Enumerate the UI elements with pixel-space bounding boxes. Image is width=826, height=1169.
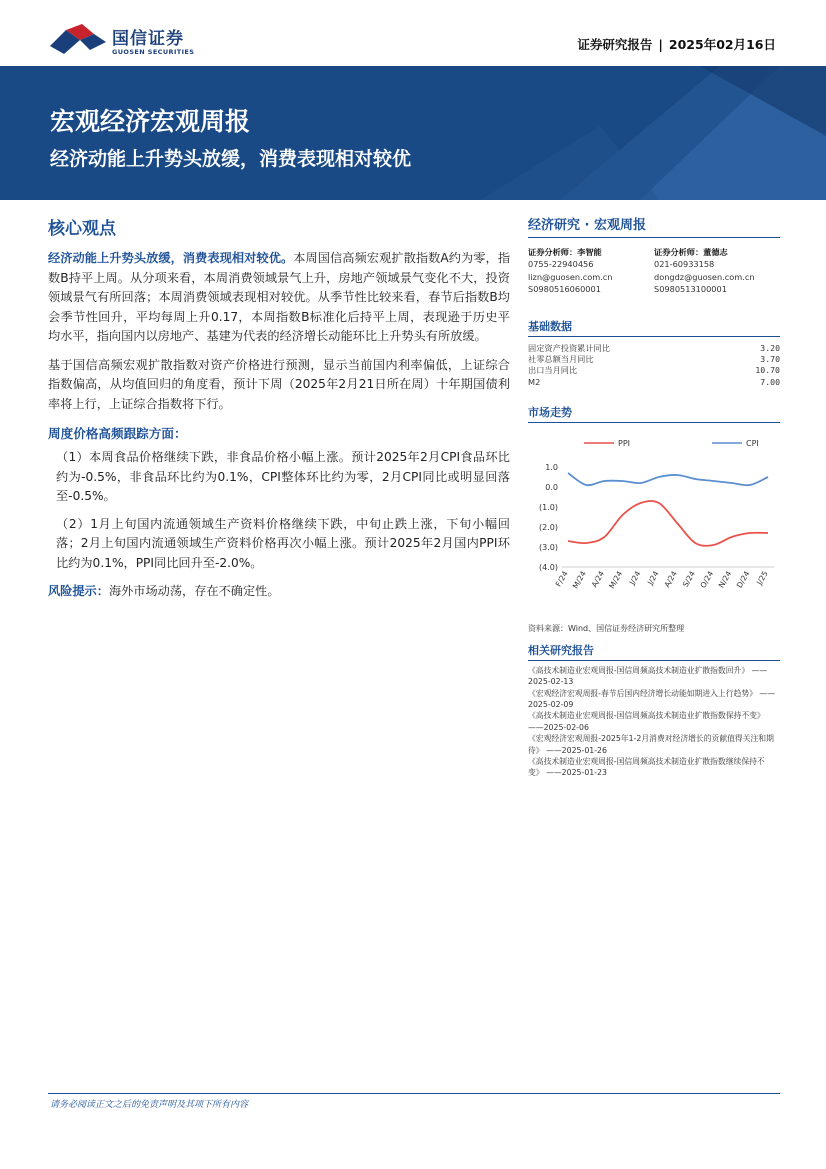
core-paragraph-1-body: 本周国信高频宏观扩散指数A约为零，指数B持平上周。从分项来看，本周消费领域景气上升，房地产领域景气变化不大，投资领域景气有所回落；本周消费领域表现相对较优。从季节性比较来看，春节后指数B均会季节性回升，平均每周上升0.17，本周指数B标准化后持平上周，表现逊于历史平均水平，指向国内以房地产、基建为代表的经济增长动能环比上升势头有所放缓。 (48, 251, 511, 343)
x-tick-label: D/24 (734, 569, 752, 590)
basic-value: 3.20 (760, 343, 780, 353)
related-reports-title: 相关研究报告 (528, 642, 780, 661)
analyst-1 (528, 246, 654, 296)
x-tick-label: N/24 (716, 569, 734, 590)
related-report-item[interactable]: 《高技术制造业宏观周报-国信周频高技术制造业扩散指数继续保持不变》 ——2025-01-23 (528, 757, 765, 778)
y-tick-label: 1.0 (545, 462, 558, 472)
series-line-cpi (568, 473, 768, 485)
risk-warning-body: 海外市场动荡，存在不确定性。 (108, 584, 280, 598)
analyst-1-cert: S0980516060001 (528, 284, 601, 295)
chart-source: 资料来源：Wind、国信证券经济研究所整理 (528, 623, 685, 633)
basic-label: 固定资产投资累计同比 (528, 343, 610, 353)
analyst-1-phone: 0755-22940456 (528, 259, 594, 270)
price-item-2: （2）1月上旬国内流通领域生产资料价格继续下跌，中旬止跌上涨，下旬小幅回落；2月上旬国内流通领域生产资料价格再次小幅上涨。预计2025年2月国内PPI环比约为0.1%，PPI同比回升至-2.0%。 (56, 516, 510, 570)
logo-english-name: GUOSEN SECURITIES (112, 48, 195, 56)
y-tick-label: (2.0) (539, 522, 558, 532)
analyst-2 (654, 246, 780, 296)
basic-label: 出口当月同比 (528, 365, 578, 376)
risk-warning (48, 582, 510, 602)
cpi-ppi-chart (528, 431, 780, 621)
cpi-ppi-line-chart (528, 431, 780, 621)
x-tick-label: O/24 (698, 569, 716, 590)
x-tick-label: F/24 (553, 569, 570, 589)
footer-disclaimer: 请务必阅读正文之后的免责声明及其项下所有内容 (50, 1100, 249, 1110)
x-tick-label: M/24 (570, 569, 588, 590)
basic-value: 3.70 (760, 354, 780, 365)
sidebar (528, 214, 780, 779)
table-row (528, 354, 780, 365)
analyst-2-cert: S0980513100001 (654, 284, 727, 295)
report-title: 宏观经济宏观周报 (50, 107, 251, 136)
related-report-item[interactable]: 《宏观经济宏观周报-春节后国内经济增长动能如期进入上行趋势》 ——2025-02-09 (528, 688, 775, 710)
x-tick-label: A/24 (589, 569, 607, 589)
basic-label: M2 (528, 376, 541, 387)
related-report-item[interactable]: 《宏观经济宏观周报-2025年1-2月消费对经济增长的贡献值得关注和期待》 ——2025-01-26 (528, 734, 774, 755)
x-tick-label: J/25 (754, 569, 770, 587)
basic-data-table (528, 343, 780, 388)
x-tick-label: A/24 (662, 569, 679, 589)
series-line-ppi (568, 501, 768, 546)
basic-data-title: 基础数据 (528, 318, 780, 337)
related-reports-list (528, 665, 780, 779)
x-tick-label: S/24 (680, 569, 698, 589)
page-header (0, 0, 826, 66)
legend-label-ppi: PPI (618, 438, 631, 448)
table-row (528, 377, 780, 388)
x-tick-label: J/24 (627, 569, 643, 587)
market-trend-title: 市场走势 (528, 404, 780, 423)
analyst-2-phone: 021-60933158 (654, 259, 715, 270)
analyst-2-email[interactable]: dongdz@guosen.com.cn (654, 271, 755, 282)
report-subtitle: 经济动能上升势头放缓，消费表现相对较优 (50, 148, 412, 170)
guosen-logo-icon (50, 24, 106, 54)
core-views-title: 核心观点 (48, 219, 116, 239)
meta-separator: | (658, 37, 663, 52)
x-tick-label: J/24 (645, 569, 661, 587)
analyst-1-name: 证券分析师：李智能 (528, 247, 602, 257)
price-item-1: （1）本周食品价格继续下跌，非食品价格小幅上涨。预计2025年2月CPI食品环比约为-0.5%，非食品环比约为0.1%，CPI整体环比约为零，2月CPI同比或明显回落至-0.5%。 (56, 450, 510, 503)
y-tick-label: (4.0) (539, 562, 558, 572)
footer-divider (48, 1093, 780, 1094)
y-tick-label: (3.0) (539, 542, 558, 552)
analyst-1-email[interactable]: lizn@guosen.com.cn (528, 271, 613, 282)
table-row (528, 365, 780, 376)
x-tick-label: M/24 (607, 569, 625, 590)
basic-label: 社零总额当月同比 (528, 354, 594, 365)
basic-value: 10.70 (755, 365, 780, 376)
related-report-item[interactable]: 《高技术制造业宏观周报-国信周频高技术制造业扩散指数回升》 ——2025-02-13 (528, 665, 768, 687)
report-type: 证券研究报告 (577, 37, 653, 52)
report-meta (577, 35, 776, 53)
core-views-column (48, 214, 510, 602)
risk-warning-lead: 风险提示： (48, 584, 109, 598)
analyst-info (528, 246, 780, 306)
y-tick-label: 0.0 (545, 482, 558, 492)
core-paragraph-2: 基于国信高频宏观扩散指数对资产价格进行预测，显示当前国内利率偏低，上证综合指数偏高，从均值回归的角度看，预计下周（2025年2月21日所在周）十年期国债利率将上行，上证综合指数将下行。 (48, 357, 510, 411)
core-paragraph-1-lead: 经济动能上升势头放缓，消费表现相对较优。 (48, 251, 294, 265)
table-row (528, 343, 780, 354)
title-banner (0, 66, 826, 200)
price-tracking-heading: 周度价格高频跟踪方面： (48, 426, 187, 441)
company-logo (50, 22, 200, 62)
legend-label-cpi: CPI (746, 438, 759, 448)
related-report-item[interactable]: 《高技术制造业宏观周报-国信周频高技术制造业扩散指数保持不变》 ——2025-02-06 (528, 711, 765, 732)
basic-value: 7.00 (760, 376, 780, 387)
report-date: 2025年02月16日 (668, 37, 776, 52)
y-tick-label: (1.0) (539, 502, 558, 512)
core-paragraph-1 (48, 249, 510, 347)
analyst-2-name: 证券分析师：董德志 (654, 247, 728, 257)
sidebar-title: 经济研究 · 宏观周报 (528, 214, 780, 238)
logo-chinese-name: 国信证券 (112, 29, 184, 49)
